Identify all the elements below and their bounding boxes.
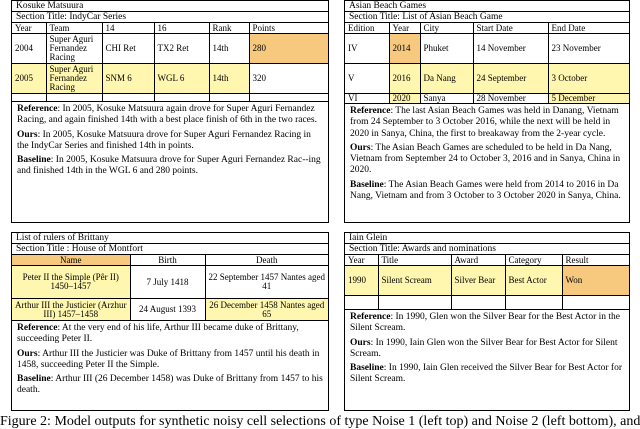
table-cell: 22 September 1457 Nantes aged 41 bbox=[205, 266, 328, 299]
table-cell: 320 bbox=[249, 64, 328, 94]
section-title: Section Title: IndyCar Series bbox=[12, 12, 328, 23]
panel-title: Iain Glein bbox=[345, 233, 629, 244]
data-table bbox=[12, 23, 328, 102]
column-header: Award bbox=[451, 255, 505, 266]
ours-paragraph: Ours: In 1990, Iain Glen won the Silver Bear for Best Actor for Silent Scream. bbox=[350, 337, 618, 359]
data-table bbox=[345, 255, 629, 310]
table-cell: VI bbox=[345, 94, 389, 104]
panel-title: Asian Beach Games bbox=[345, 1, 629, 12]
table-cell-highlighted: 24 September bbox=[473, 64, 548, 94]
table-cell: 14 November bbox=[473, 34, 548, 64]
reference-paragraph: Reference: In 1990, Glen won the Silver Bear for the Best Actor in the Silent Scream. bbox=[350, 312, 620, 334]
section-title: Section Title: Awards and nominations bbox=[345, 244, 629, 255]
column-header: Points bbox=[249, 23, 328, 34]
table-row bbox=[12, 34, 328, 64]
table-row bbox=[345, 94, 629, 104]
table-cell: 24 August 1393 bbox=[130, 299, 205, 321]
table-cell-highlighted: Best Actor bbox=[505, 266, 562, 296]
table-cell-highlighted: Arthur III the Justicier (Arzhur III) 1457–1458 bbox=[12, 299, 130, 321]
table-cell-highlighted: 2005 bbox=[12, 64, 46, 94]
ours-paragraph: Ours: The Asian Beach Games are scheduled to be held in Da Nang, Vietnam from September 24 to October 3, 2016 and in Sanya, China in 2020. bbox=[350, 142, 621, 176]
column-header: Start Date bbox=[473, 23, 548, 34]
section-title: Section Title: List of Asian Beach Game bbox=[345, 12, 629, 23]
table-cell: V bbox=[345, 64, 389, 94]
table-row bbox=[12, 299, 328, 321]
table-header-row bbox=[345, 23, 629, 34]
panel-text bbox=[345, 104, 629, 202]
table-row-empty bbox=[345, 296, 629, 310]
column-header: End Date bbox=[548, 23, 629, 34]
column-header: Year bbox=[345, 255, 378, 266]
panel-asian-beach-games bbox=[344, 0, 630, 223]
panel-title: List of rulers of Brittany bbox=[12, 233, 328, 244]
panel-iain-glein bbox=[344, 232, 630, 411]
table-cell-highlighted: 2020 bbox=[389, 94, 420, 104]
table-cell-highlighted: Silent Scream bbox=[378, 266, 451, 296]
column-header: Birth bbox=[130, 255, 205, 266]
table-cell: Super Aguri Fernandez Racing bbox=[46, 34, 102, 64]
column-header: Death bbox=[205, 255, 328, 266]
table-cell: IV bbox=[345, 34, 389, 64]
ours-paragraph: Ours: In 2005, Kosuke Matsuura drove for Super Aguri Fernandez Racing in the IndyCar Series and finished 14th in points. bbox=[17, 129, 311, 151]
column-header: Rank bbox=[209, 23, 249, 34]
column-header: 14 bbox=[102, 23, 154, 34]
baseline-paragraph: Baseline: Arthur III (26 December 1458) was Duke of Brittany from 1457 to his death. bbox=[17, 374, 323, 396]
table-cell-selected: 280 bbox=[249, 34, 328, 64]
table-row bbox=[12, 266, 328, 299]
table-header-row bbox=[345, 255, 629, 266]
table-cell-selected: Won bbox=[562, 266, 629, 296]
table-cell-highlighted: 3 October bbox=[548, 64, 629, 94]
table-row bbox=[345, 266, 629, 296]
column-header: Edition bbox=[345, 23, 389, 34]
ours-paragraph: Ours: Arthur III the Justicier was Duke of Brittany from 1457 until his death in 1458, succeeding Peter II the Simple. bbox=[17, 348, 320, 370]
panel-rulers-of-brittany bbox=[11, 232, 329, 411]
column-header: Team bbox=[46, 23, 102, 34]
column-header: Category bbox=[505, 255, 562, 266]
panel-kosuke-matsuura bbox=[11, 0, 329, 223]
table-cell-highlighted: 1990 bbox=[345, 266, 378, 296]
table-cell-highlighted: WGL 6 bbox=[154, 64, 209, 94]
data-table bbox=[345, 23, 629, 104]
baseline-paragraph: Baseline: The Asian Beach Games were held from 2014 to 2016 in Da Nang, Vietnam and from 3 October to 3 October 2020 in Sanya, China. bbox=[350, 179, 621, 202]
table-cell: 2004 bbox=[12, 34, 46, 64]
table-cell: TX2 Ret bbox=[154, 34, 209, 64]
table-row bbox=[345, 34, 629, 64]
column-header: City bbox=[420, 23, 473, 34]
column-header: Year bbox=[389, 23, 420, 34]
table-cell-highlighted: 14th bbox=[209, 64, 249, 94]
table-cell: 14th bbox=[209, 34, 249, 64]
column-header: Title bbox=[378, 255, 451, 266]
column-header: 16 bbox=[154, 23, 209, 34]
panel-text bbox=[345, 310, 629, 386]
table-cell-highlighted: 5 December bbox=[548, 94, 629, 104]
table-cell-highlighted: 26 December 1458 Nantes aged 65 bbox=[205, 299, 328, 321]
table-cell: CHI Ret bbox=[102, 34, 154, 64]
panel-text bbox=[12, 321, 328, 397]
baseline-paragraph: Baseline: In 2005, Kosuke Matsuura drove for Super Aguri Fernandez Rac--ing and finished 14th in the WGL 6 and 280 points. bbox=[17, 155, 321, 177]
table-cell: 7 July 1418 bbox=[130, 266, 205, 299]
table-cell: Phuket bbox=[420, 34, 473, 64]
reference-paragraph: Reference: At the very end of his life, Arthur III became duke of Brittany, succeeding Peter II. bbox=[17, 323, 299, 345]
data-table bbox=[12, 255, 328, 321]
column-header-selected: Name bbox=[12, 255, 130, 266]
table-cell-selected: 2014 bbox=[389, 34, 420, 64]
column-header: Year bbox=[12, 23, 46, 34]
table-header-row bbox=[12, 23, 328, 34]
table-cell: Sanya bbox=[420, 94, 473, 104]
baseline-paragraph: Baseline: In 1990, Iain Glen received the Silver Bear for Best Actor for Silent Scream. bbox=[350, 363, 622, 385]
table-cell: 28 November bbox=[473, 94, 548, 104]
table-cell-highlighted: Super Aguri Fernandez Racing bbox=[46, 64, 102, 94]
section-title: Section Title : House of Montfort bbox=[12, 244, 328, 255]
table-cell-highlighted: SNM 6 bbox=[102, 64, 154, 94]
panel-text bbox=[12, 102, 328, 178]
table-row bbox=[345, 64, 629, 94]
panel-title: Kosuke Matsuura bbox=[12, 1, 328, 12]
column-header: Result bbox=[562, 255, 629, 266]
figure-caption: Figure 2: Model outputs for synthetic noisy cell selections of type Noise 1 (left top) and Noise 2 (left bottom), and bbox=[0, 414, 640, 429]
table-cell-highlighted: 2016 bbox=[389, 64, 420, 94]
table-row-empty bbox=[12, 94, 328, 102]
table-cell-highlighted: Peter II the Simple (Pêr II) 1450–1457 bbox=[12, 266, 130, 299]
reference-paragraph: Reference: The last Asian Beach Games was held in Danang, Vietnam from 24 September to 3 October 2016, while the next will be held in 2020 in Sanya, China, the first to breakaway from the 2-year cycle. bbox=[350, 106, 619, 139]
table-cell-highlighted: Silver Bear bbox=[451, 266, 505, 296]
table-header-row bbox=[12, 255, 328, 266]
table-row bbox=[12, 64, 328, 94]
table-cell: 23 November bbox=[548, 34, 629, 64]
table-cell-highlighted: Da Nang bbox=[420, 64, 473, 94]
reference-paragraph: Reference: In 2005, Kosuke Matsuura again drove for Super Aguri Fernandez Racing, and again finished 14th with a best place finish of 6th in the two races. bbox=[17, 104, 317, 126]
